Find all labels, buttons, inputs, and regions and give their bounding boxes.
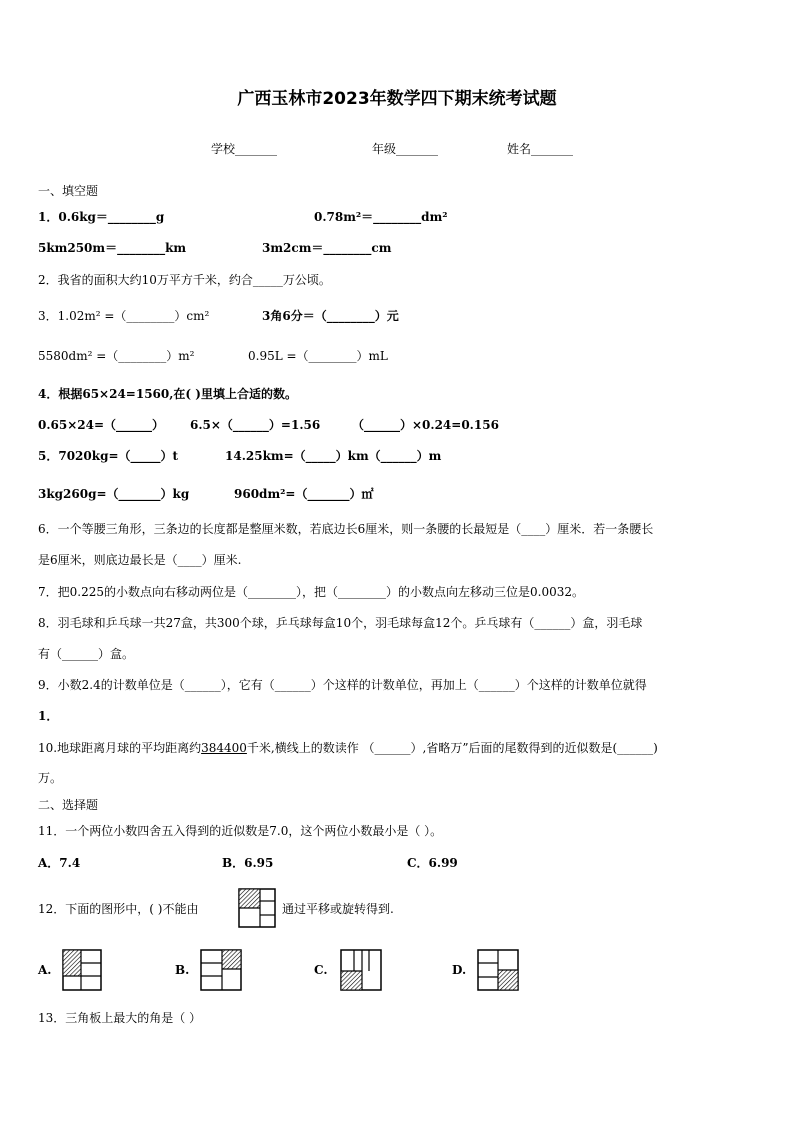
option-a-figure (62, 949, 102, 991)
page-title: 广西玉林市2023年数学四下期末统考试题 (237, 89, 557, 109)
question-3b: 3角6分＝（________）元 (262, 309, 399, 323)
question-8-line2: 有（______）盒。 (38, 647, 135, 661)
question-10-number: 384400 (201, 741, 247, 755)
question-1c: 5km250m＝________km (38, 241, 187, 255)
question-10-part1: 10.地球距离月球的平均距离约 (38, 741, 202, 755)
option-d-label: D. (452, 963, 467, 977)
option-b-figure (200, 949, 242, 991)
school-field: 学校_______ (211, 142, 278, 156)
option-b-label: B. (175, 963, 190, 977)
question-1b: 0.78m²＝________dm² (314, 210, 448, 224)
question-10-part2: 千米,横线上的数读作 （______）,省略万”后面的尾数得到的近似数是(______) (246, 741, 658, 755)
question-1a: 1．0.6kg＝________g (38, 210, 165, 224)
question-6-line2: 是6厘米，则底边最长是（____）厘米. (38, 553, 242, 567)
question-4b: 6.5×（______）=1.56 (190, 418, 321, 432)
question-9-line2: 1． (38, 709, 59, 723)
question-6-line1: 6．一个等腰三角形，三条边的长度都是整厘米数，若底边长6厘米，则一条腰的长最短是（____）厘米．若一条腰长 (38, 522, 654, 536)
question-3a: 3．1.02m² =（________）cm² (38, 309, 210, 323)
question-11-stem: 11．一个两位小数四舍五入得到的近似数是7.0，这个两位小数最小是（ ）。 (38, 824, 443, 838)
question-4-stem: 4．根据65×24=1560,在( )里填上合适的数。 (38, 387, 297, 401)
question-10-line2: 万。 (38, 771, 63, 785)
question-2: 2．我省的面积大约10万平方千米，约合_____万公顷。 (38, 273, 331, 287)
name-field: 姓名_______ (507, 142, 574, 156)
question-12-stem-a: 12．下面的图形中，( )不能由 (38, 902, 199, 916)
question-13: 13．三角板上最大的角是（ ） (38, 1011, 202, 1025)
question-11-option-a: A．7.4 (38, 856, 81, 870)
question-3d: 0.95L =（________）mL (248, 349, 388, 363)
option-c-figure (340, 949, 382, 991)
question-5c: 3kg260g=（_______）kg (38, 487, 190, 501)
question-4c: （______）×0.24=0.156 (352, 418, 499, 432)
question-7: 7．把0.225的小数点向右移动两位是（________），把（________）的小数点向左移动三位是0.0032。 (38, 585, 584, 599)
question-11-option-b: B．6.95 (222, 856, 274, 870)
question-4a: 0.65×24=（______） (38, 418, 165, 432)
question-5b: 14.25km=（_____）km（______）m (225, 449, 442, 463)
option-c-label: C. (314, 963, 328, 977)
section-choice: 二、选择题 (38, 798, 99, 812)
reference-figure (238, 888, 276, 928)
question-5d: 960dm²=（_______）㎡ (234, 487, 374, 501)
question-3c: 5580dm² =（________）m² (38, 349, 195, 363)
question-9-line1: 9．小数2.4的计数单位是（______），它有（______）个这样的计数单位，再加上（______）个这样的计数单位就得 (38, 678, 647, 692)
option-a-label: A. (38, 963, 52, 977)
question-1d: 3m2cm＝________cm (262, 241, 392, 255)
option-d-figure (477, 949, 519, 991)
grade-field: 年级_______ (372, 142, 439, 156)
question-8-line1: 8．羽毛球和乒乓球一共27盒，共300个球，乒乓球每盒10个，羽毛球每盒12个。乒乓球有（______）盒，羽毛球 (38, 616, 643, 630)
question-11-option-c: C．6.99 (407, 856, 458, 870)
question-12-stem-b: 通过平移或旋转得到. (282, 902, 394, 916)
question-5a: 5．7020kg=（_____）t (38, 449, 179, 463)
section-fill-in: 一、填空题 (38, 184, 99, 198)
question-10-line1 (38, 740, 658, 756)
